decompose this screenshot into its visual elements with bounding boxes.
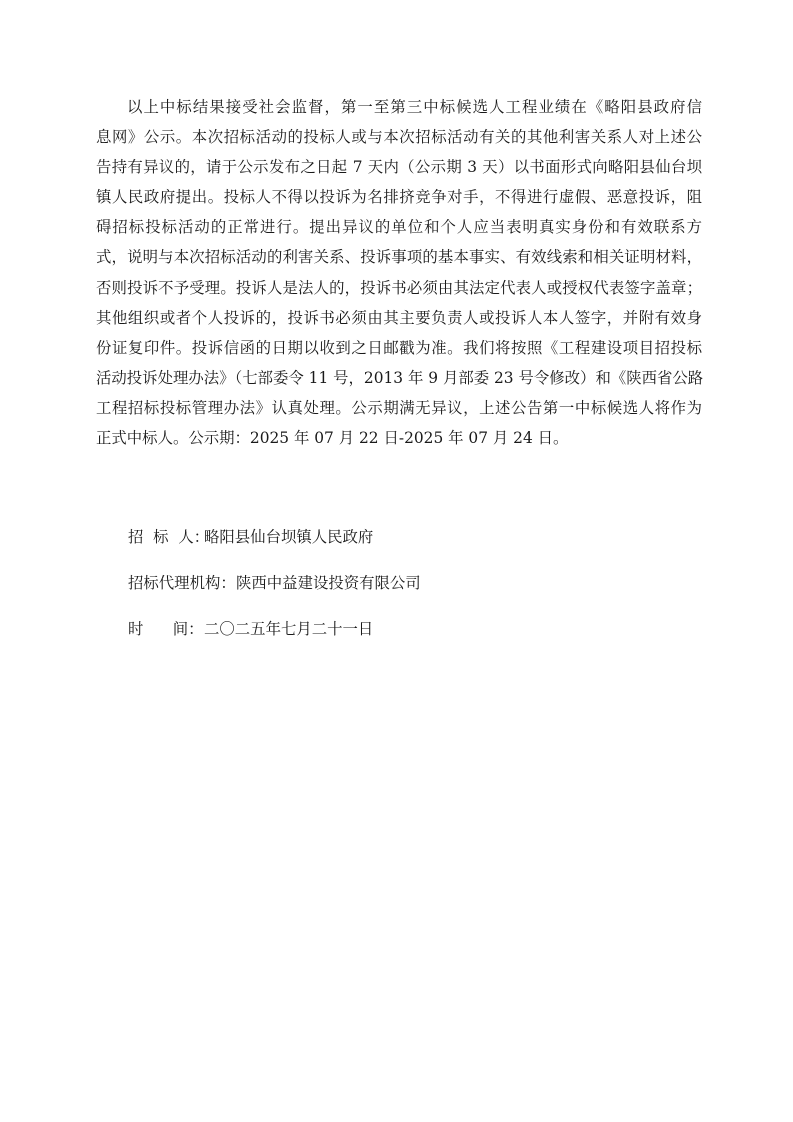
date-line [128,618,688,640]
paragraph-line: 告持有异议的，请于公示发布之日起 7 天内（公示期 3 天）以书面形式向略阳县仙台坝 [96,158,702,177]
date-label: 时 间： [128,620,204,638]
paragraph-line: 份证复印件。投诉信函的日期以收到之日邮戳为准。我们将按照《工程建设项目招投标 [96,338,702,357]
signature-block [128,526,688,664]
notice-paragraph [96,92,702,453]
tenderer-label: 招 标 人： [128,528,210,546]
paragraph-line: 正式中标人。公示期：2025 年 07 月 22 日-2025 年 07 月 24 日。 [96,429,569,448]
tenderer-value: 略阳县仙台坝镇人民政府 [204,528,374,546]
paragraph-line: 其他组织或者个人投诉的，投诉书必须由其主要负责人或投诉人本人签字，并附有效身 [96,308,702,327]
paragraph-line: 否则投诉不予受理。投诉人是法人的，投诉书必须由其法定代表人或授权代表签字盖章； [96,278,702,297]
paragraph-line: 工程招标投标管理办法》认真处理。公示期满无异议，上述公告第一中标候选人将作为 [96,398,702,417]
agency-value: 陕西中益建设投资有限公司 [236,574,421,592]
paragraph-line: 镇人民政府提出。投标人不得以投诉为名排挤竞争对手，不得进行虚假、恶意投诉，阻 [96,188,702,207]
tenderer-line [128,526,688,548]
paragraph-line: 式，说明与本次招标活动的利害关系、投诉事项的基本事实、有效线索和相关证明材料， [96,248,702,267]
agency-label: 招标代理机构： [128,574,236,592]
paragraph-line: 碍招标投标活动的正常进行。提出异议的单位和个人应当表明真实身份和有效联系方 [96,218,702,237]
paragraph-line: 活动投诉处理办法》（七部委令 11 号，2013 年 9 月部委 23 号令修改）和《陕西省公路 [96,368,704,387]
paragraph-line: 息网》公示。本次招标活动的投标人或与本次招标活动有关的其他利害关系人对上述公 [96,128,702,147]
date-value: 二〇二五年七月二十一日 [204,620,374,638]
agency-line [128,572,688,594]
paragraph-line: 以上中标结果接受社会监督，第一至第三中标候选人工程业绩在《略阳县政府信 [127,98,702,116]
